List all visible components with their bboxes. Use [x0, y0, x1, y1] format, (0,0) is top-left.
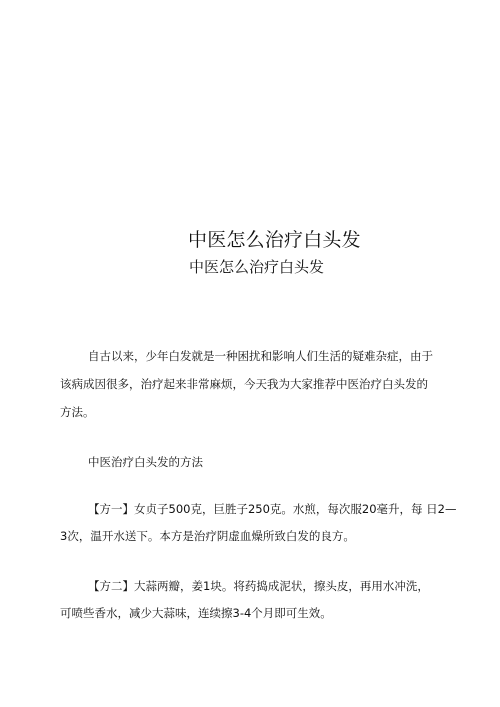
- section-heading: 中医治疗白头发的方法: [88, 455, 203, 469]
- intro-line: 自古以来，少年白发就是一种困扰和影响人们生活的疑难杂症，由于: [88, 349, 433, 363]
- recipe-two-line: 可喷些香水，减少大蒜味，连续擦3-4个月即可生效。: [60, 606, 332, 620]
- recipe-two-line: 【方二】大蒜两瓣，姜1块。将药捣成泥状，擦头皮，再用水冲洗，: [88, 579, 429, 593]
- document-subtitle: 中医怎么治疗白头发: [189, 258, 325, 276]
- recipe-one-line: 3次，温开水送下。本方是治疗阴虚血燥所致白发的良方。: [60, 529, 355, 543]
- intro-line: 该病成因很多，治疗起来非常麻烦，今天我为大家推荐中医治疗白头发的: [60, 377, 428, 391]
- intro-line: 方法。: [60, 405, 95, 419]
- recipe-one-line: 【方一】女贞子500克，巨胜子250克。水煎，每次服20毫升，每 日2—: [88, 502, 457, 516]
- document-title: 中医怎么治疗白头发: [188, 229, 361, 251]
